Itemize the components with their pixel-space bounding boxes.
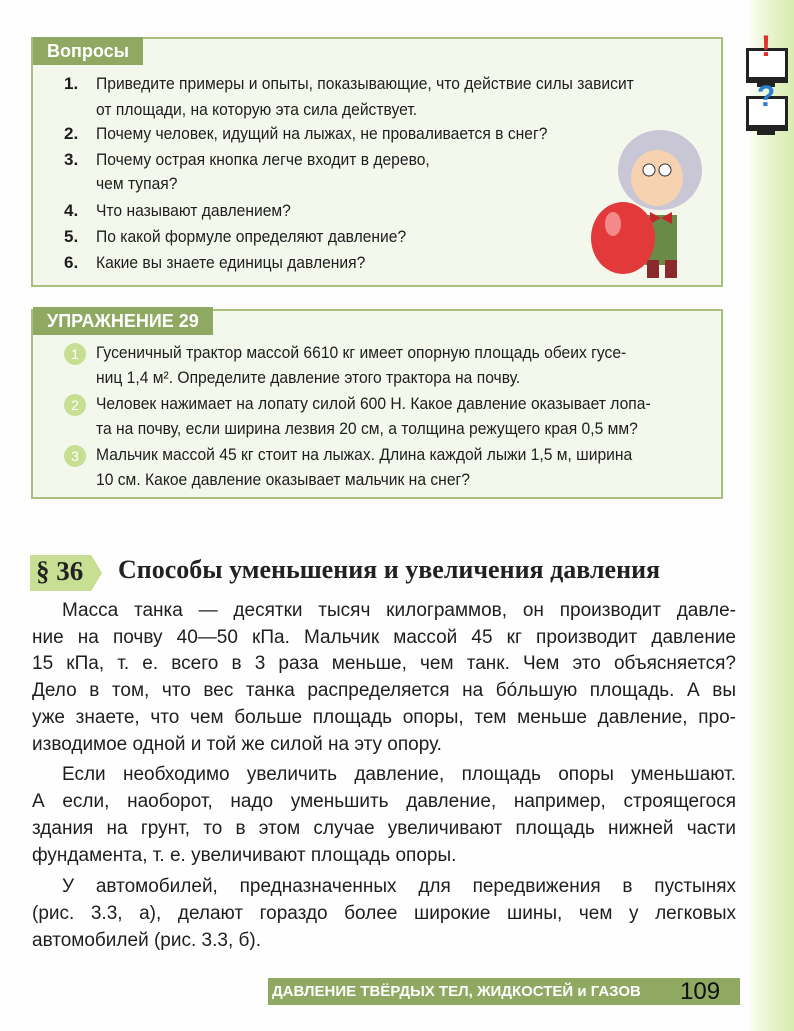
exercise-number-badge: 1 <box>64 343 86 365</box>
exercise-text: Человек нажимает на лопату силой 600 Н. Какое давление оказывает лопа- <box>96 394 651 413</box>
exercise-text: Гусеничный трактор массой 6610 кг имеет опорную площадь обеих гусе- <box>96 343 627 362</box>
exercise-text: та на почву, если ширина лезвия 20 см, а толщина режущего края 0,5 мм? <box>96 419 638 438</box>
paragraph-line: 15 кПа, т. е. всего в 3 раза меньше, чем танк. Чем это объясняется? <box>32 653 736 674</box>
question-text: Приведите примеры и опыты, показывающие, что действие силы зависит <box>96 74 634 93</box>
questions-title: Вопросы <box>33 37 143 65</box>
paragraph-line: автомобилей (рис. 3.3, б). <box>32 930 261 951</box>
question-number: 2. <box>64 124 79 143</box>
paragraph-line: Дело в том, что вес танка распределяется на бóльшую площадь. А вы <box>32 680 736 701</box>
chapter-title: ДАВЛЕНИЕ ТВЁРДЫХ ТЕЛ, ЖИДКОСТЕЙ и ГАЗОВ <box>272 983 641 1000</box>
paragraph-line: здания на грунт, то в этом случае увеличивают площадь нижней части <box>32 818 736 839</box>
paragraph-line: Масса танка — десятки тысяч килограммов, он производит давле- <box>62 600 736 621</box>
question-number: 4. <box>64 201 79 220</box>
paragraph-line: фундамента, т. е. увеличивают площадь опоры. <box>32 845 457 866</box>
exclamation-icon: ! <box>761 30 771 63</box>
exercise-text: ниц 1,4 м². Определите давление этого трактора на почву. <box>96 368 521 387</box>
paragraph-line: (рис. 3.3, а), делают гораздо более широкие шины, чем у легковых <box>32 903 736 924</box>
exercise-text: 10 см. Какое давление оказывает мальчик на снег? <box>96 470 470 489</box>
exercise-text: Мальчик массой 45 кг стоит на лыжах. Длина каждой лыжи 1,5 м, ширина <box>96 445 633 464</box>
exercise-title: УПРАЖНЕНИЕ 29 <box>33 307 213 335</box>
section-title: Способы уменьшения и увеличения давления <box>118 555 661 584</box>
question-number: 1. <box>64 74 79 93</box>
paragraph-line: изводимое одной и той же силой на эту опору. <box>32 734 442 755</box>
question-icon: ? <box>756 80 776 113</box>
paragraph-line: уже знаете, что чем больше площадь опоры, тем меньше давление, про- <box>32 707 736 728</box>
page-edge-strip <box>750 0 794 1031</box>
monitor-stand <box>757 131 775 135</box>
question-text: Что называют давлением? <box>96 201 291 220</box>
question-text: Какие вы знаете единицы давления? <box>96 253 366 272</box>
paragraph-line: У автомобилей, предназначенных для передвижения в пустынях <box>62 876 736 897</box>
question-text: По какой формуле определяют давление? <box>96 227 407 246</box>
question-text: от площади, на которую эта сила действует. <box>96 100 418 119</box>
section-number: § 36 <box>36 556 84 586</box>
question-text: Почему человек, идущий на лыжах, не проваливается в снег? <box>96 124 548 143</box>
question-text: чем тупая? <box>96 174 178 193</box>
question-number: 6. <box>64 253 79 272</box>
exercise-number-badge: 2 <box>64 394 86 416</box>
question-number: 3. <box>64 150 79 169</box>
page-number: 109 <box>680 978 721 1005</box>
scientist-illustration <box>575 120 725 280</box>
question-number: 5. <box>64 227 79 246</box>
paragraph-line: Если необходимо увеличить давление, площадь опоры уменьшают. <box>62 764 736 785</box>
question-text: Почему острая кнопка легче входит в дерево, <box>96 150 430 169</box>
exercise-number-badge: 3 <box>64 445 86 467</box>
paragraph-line: ние на почву 40—50 кПа. Мальчик массой 45 кг производит давление <box>32 627 736 648</box>
paragraph-line: А если, наоборот, надо уменьшить давление, например, строящегося <box>32 791 736 812</box>
